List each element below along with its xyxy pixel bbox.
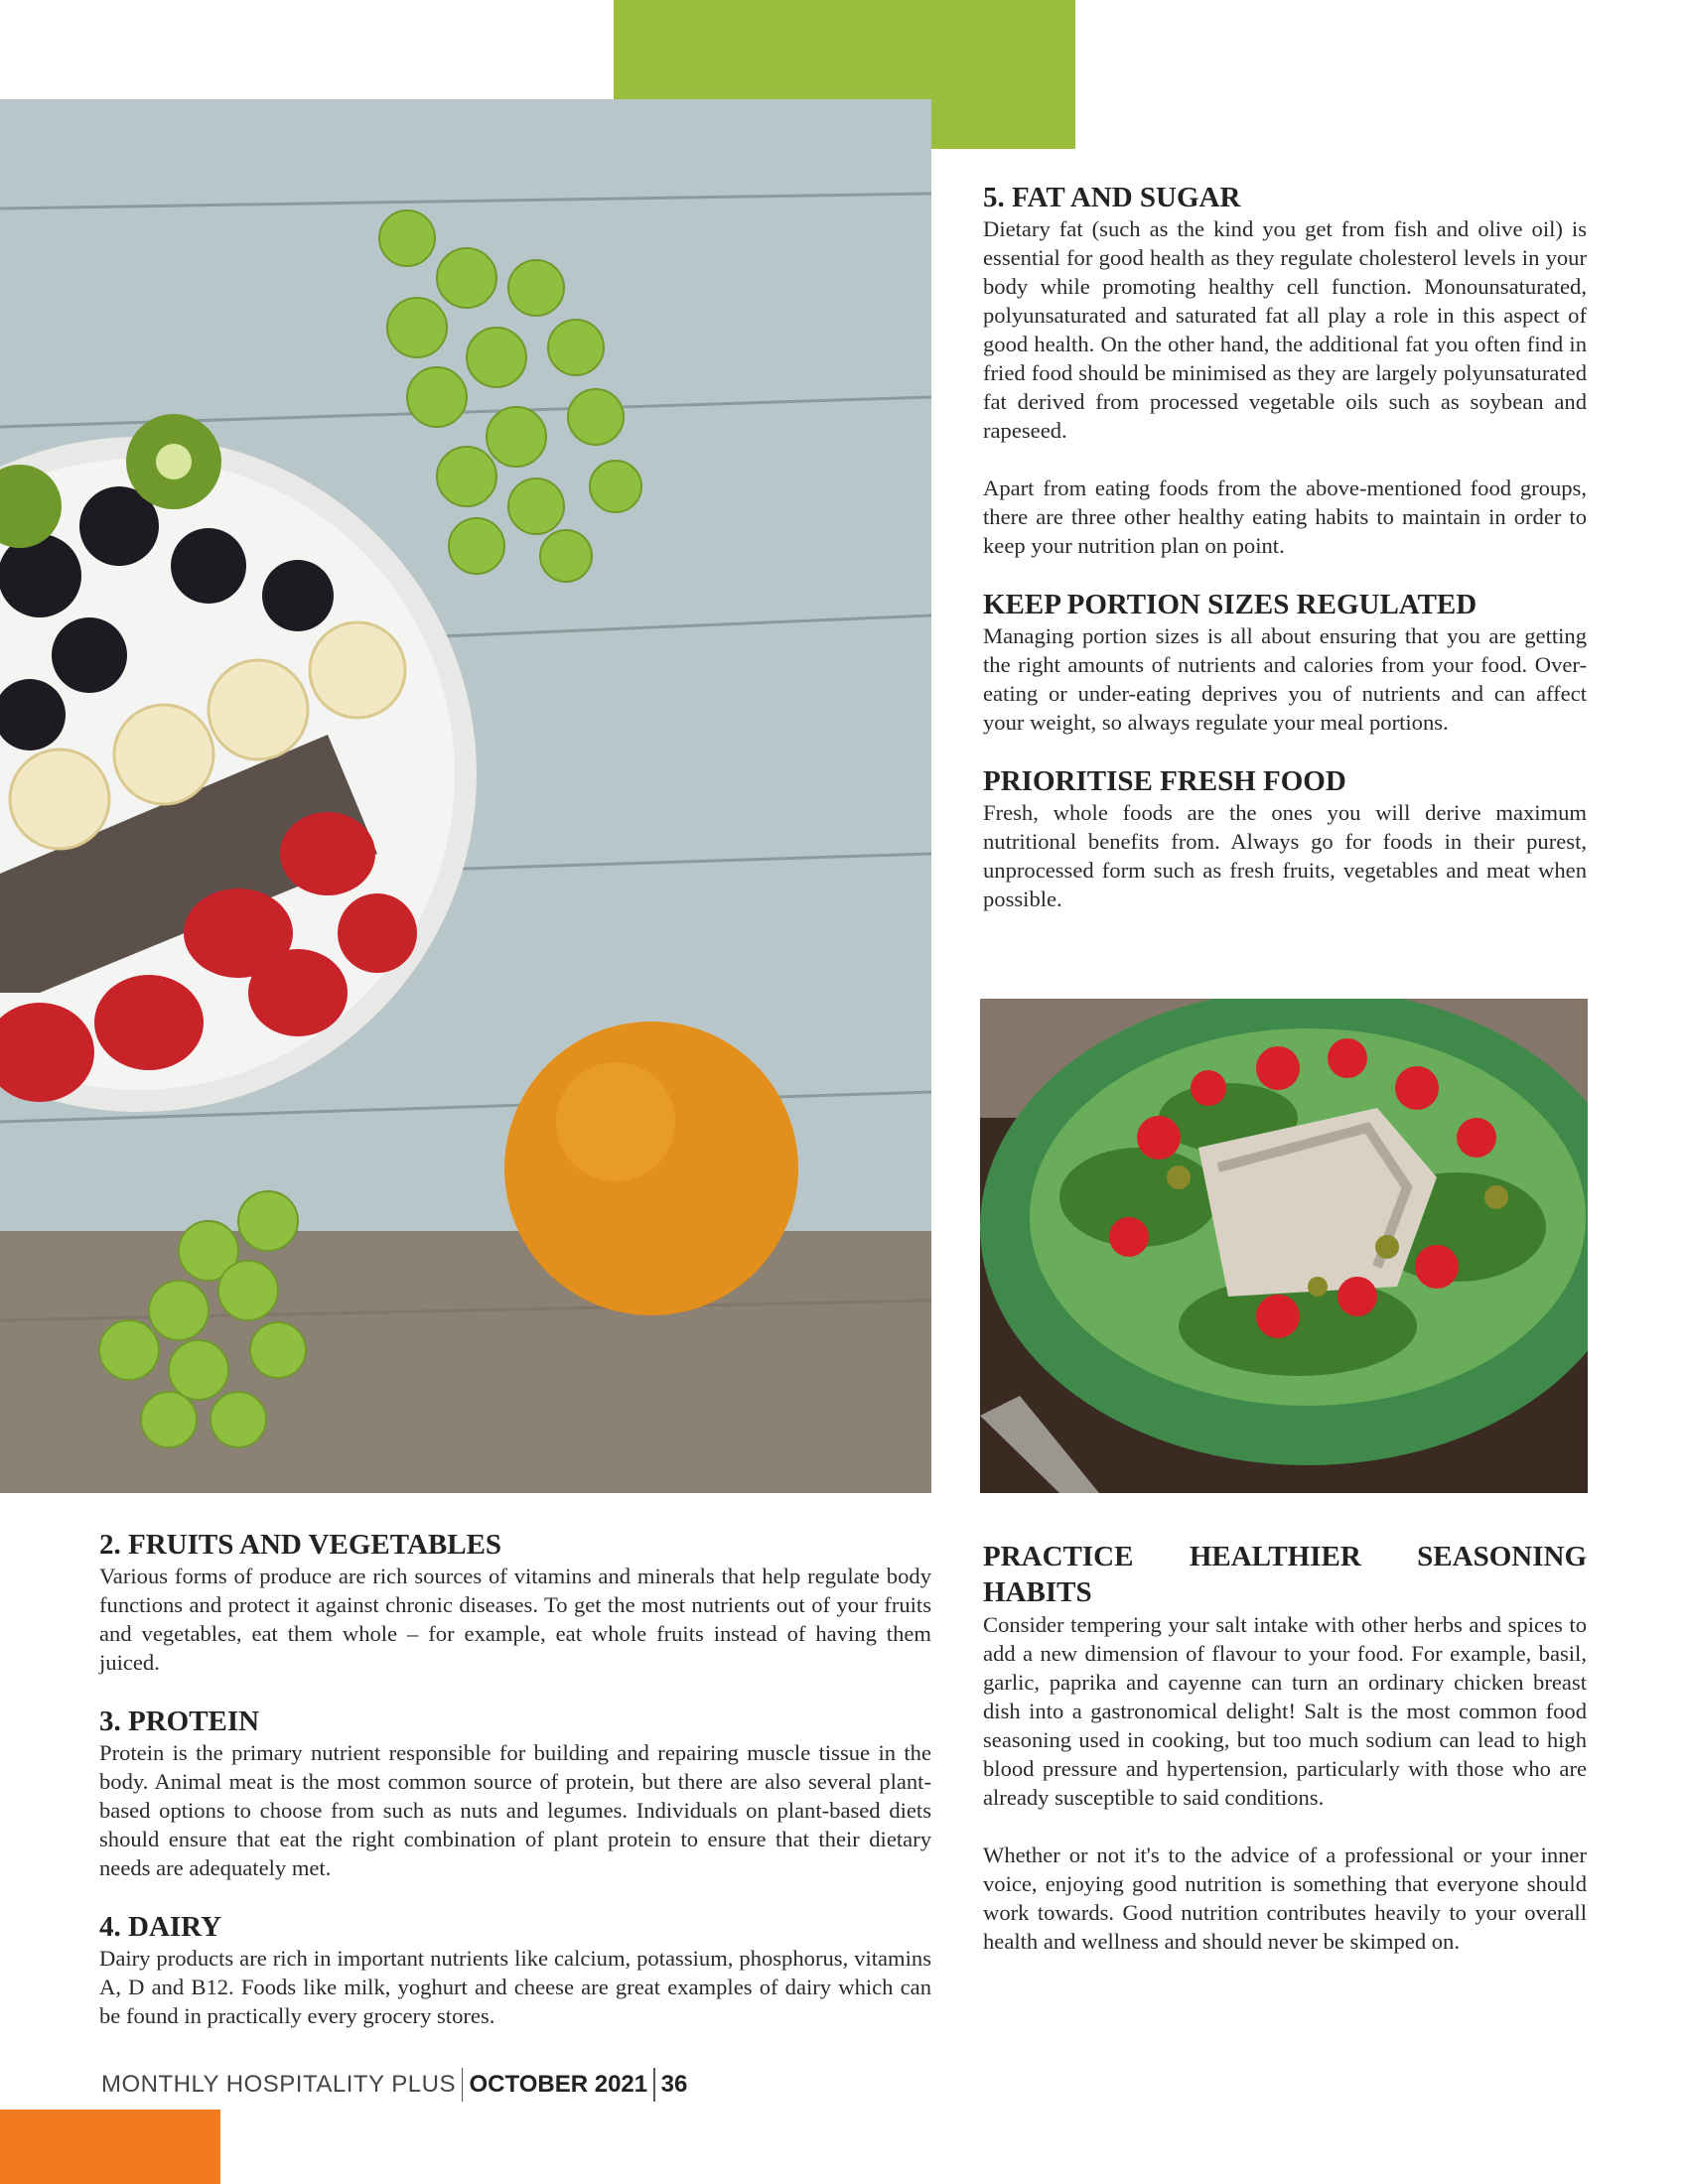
section-heading: 4. DAIRY — [99, 1911, 222, 1943]
footer-divider — [653, 2068, 655, 2102]
paragraph: Consider tempering your salt intake with other herbs and spices to add a new dimension of flavour to your food. For example, basil, garlic, paprika and cayenne can turn an ordinary chicken breast dish into a gastronomical delight! Salt is the most common food seasoning used in cooking, but too much sodium can lead to high blood pressure and hypertension, particularly with those who are already susceptible to said conditions. — [983, 1612, 1587, 1810]
breakfast-bowl-photo — [0, 99, 931, 1493]
publication-name: MONTHLY HOSPITALITY PLUS — [101, 2071, 456, 2098]
paragraph: Protein is the primary nutrient responsible for building and repairing muscle tissue in the body. Animal meat is the most common source of protein, but there are also several plant-based options to choose from such as nuts and legumes. Individuals on plant-based diets should ensure that eat the right combination of plant protein to ensure that their dietary needs are adequately met. — [99, 1740, 931, 1880]
section-heading: 2. FRUITS AND VEGETABLES — [99, 1529, 502, 1561]
fish-salad-photo — [980, 999, 1588, 1493]
right-column-bottom — [983, 1539, 1587, 1956]
page-number: 36 — [660, 2071, 688, 2098]
section-heading: KEEP PORTION SIZES REGULATED — [983, 589, 1477, 620]
section-heading: PRIORITISE FRESH FOOD — [983, 765, 1346, 797]
footer-divider — [462, 2068, 464, 2102]
paragraph: Managing portion sizes is all about ensuring that you are getting the right amounts of nutrients and calories from your food. Over-eating or under-eating deprives you of nutrients and can affect your weight, so always regulate your meal portions. — [983, 623, 1587, 735]
issue-date: OCTOBER 2021 — [469, 2071, 648, 2098]
section-heading: 3. PROTEIN — [99, 1706, 260, 1737]
paragraph: Dietary fat (such as the kind you get from fish and olive oil) is essential for good health as they regulate cholesterol levels in your body while promoting healthy cell function. Monounsaturated, polyunsaturated and saturated fat all play a role in this aspect of good health. On the other hand, the additional fat you often find in fried food should be minimised as they are largely polyunsaturated fat derived from processed vegetable oils such as soybean and rapeseed. — [983, 216, 1587, 443]
left-column-bottom — [99, 1529, 931, 2030]
page-footer — [101, 2068, 687, 2102]
section-heading: PRACTICE HEALTHIER SEASONING HABITS — [983, 1541, 1587, 1608]
orange-accent-block — [0, 2110, 220, 2184]
paragraph: Dairy products are rich in important nutrients like calcium, potassium, phosphorus, vitamins A, D and B12. Foods like milk, yoghurt and cheese are great examples of dairy which can be found in practically every grocery stores. — [99, 1946, 931, 2028]
paragraph: Whether or not it's to the advice of a professional or your inner voice, enjoying good nutrition is something that everyone should work towards. Good nutrition contributes heavily to your overall health and wellness and should never be skimped on. — [983, 1843, 1587, 1954]
paragraph: Various forms of produce are rich sources of vitamins and minerals that help regulate body functions and protect it against chronic diseases. To get the most nutrients out of your fruits and vegetables, eat them whole – for example, eat whole fruits instead of having them juiced. — [99, 1564, 931, 1675]
section-heading: 5. FAT AND SUGAR — [983, 182, 1241, 213]
right-column-top — [983, 182, 1587, 913]
paragraph: Apart from eating foods from the above-mentioned food groups, there are three other healthy eating habits to maintain in order to keep your nutrition plan on point. — [983, 476, 1587, 558]
paragraph: Fresh, whole foods are the ones you will derive maximum nutritional benefits from. Always go for foods in their purest, unprocessed form such as fresh fruits, vegetables and meat when possible. — [983, 800, 1587, 911]
